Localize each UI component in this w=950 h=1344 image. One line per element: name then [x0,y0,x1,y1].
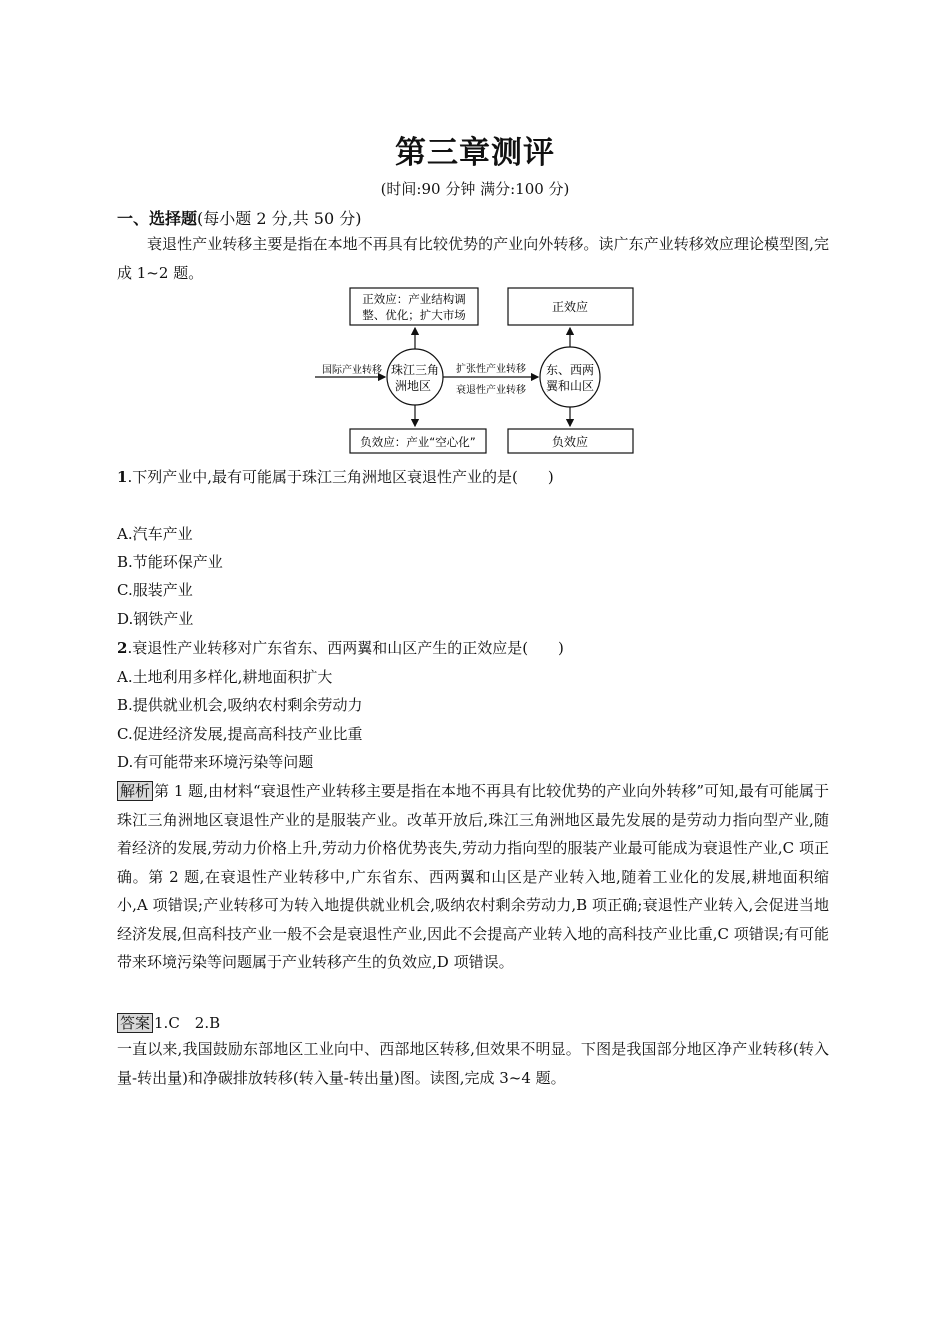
circle-right-line2: 翼和山区 [545,379,595,393]
box-negative-right-label: 负效应 [551,435,589,449]
analysis-paragraph [117,777,829,977]
question-1 [117,467,554,487]
question-2 [117,638,564,658]
q2-option-d: D.有可能带来环境污染等问题 [117,753,314,771]
section-title: 一、选择题 [117,209,198,228]
box-positive-right-label: 正效应 [551,300,589,314]
q1-stem: .下列产业中,最有可能属于珠江三角洲地区衰退性产业的是( ) [127,468,554,486]
box-positive-left-line2: 整、优化；扩大市场 [362,308,466,322]
arrow-international-label: 国际产业转移 [322,365,382,376]
q1-option-a: A.汽车产业 [117,525,193,543]
intro-paragraph-2: 一直以来,我国鼓励东部地区工业向中、西部地区转移,但效果不明显。下图是我国部分地区净产业转移(转入量-转出量)和净碳排放转移(转入量-转出量)图。读图,完成 3~4 题。 [117,1040,829,1087]
circle-east-west-mountain [540,347,600,407]
circle-left-line1: 珠江三角 [390,363,440,377]
section-note: (每小题 2 分,共 50 分) [197,209,362,228]
q2-option-b: B.提供就业机会,吸纳农村剩余劳动力 [117,696,363,714]
box-negative-left-label: 负效应：产业“空心化” [360,435,476,449]
circle-pearl-river-delta [387,349,443,405]
answer-line [117,1013,220,1033]
box-positive-left-line1: 正效应：产业结构调 [362,292,466,306]
q1-option-c: C.服装产业 [117,581,193,599]
arrow-decline-label: 衰退性产业转移 [456,385,526,396]
intro-paragraph-1: 衰退性产业转移主要是指在本地不再具有比较优势的产业向外转移。读广东产业转移效应理论模型图,完成 1~2 题。 [117,235,829,282]
q2-option-c: C.促进经济发展,提高高科技产业比重 [117,725,363,743]
circle-left-line2: 洲地区 [394,379,432,393]
q1-option-d: D.钢铁产业 [117,610,194,628]
exam-info: (时间:90 分钟 满分:100 分) [380,180,570,198]
analysis-text: 第 1 题,由材料“衰退性产业转移主要是指在本地不再具有比较优势的产业向外转移”可知,最有可能属于珠江三角洲地区衰退性产业的是服装产业。改革开放后,珠江三角洲地区最先发展的是劳动力指向型产业,随着经济的发展,劳动力价格上升,劳动力价格优势丧失,劳动力指向型的服装产业最可能成为衰退性产业,C 项正确。第 2 题,在衰退性产业转移中,广东省东、西两翼和山区是产业转入地,随着工业化的发展,耕地面积缩小,A 项错误;产业转移可为转入地提供就业机会,吸纳农村剩余劳动力,B 项正确;衰退性产业转入,会促进当地经济发展,但高科技产业一般不会是衰退性产业,因此不会提高产业转入地的高科技产业比重,C 项错误;有可能带来环境污染等问题属于产业转移产生的负效应,D 项错误。 [117,782,829,971]
page-title: 第三章测评 [395,135,555,171]
q2-stem: .衰退性产业转移对广东省东、西两翼和山区产生的正效应是( ) [127,639,564,657]
q1-number: 1 [117,468,128,486]
q1-option-b: B.节能环保产业 [117,553,223,571]
section-heading [117,206,361,229]
answer-label: 答案 [117,1013,153,1033]
arrow-expansion-label: 扩张性产业转移 [456,364,526,375]
answer-text: 1.C 2.B [154,1014,221,1032]
circle-right-line1: 东、西两 [545,363,595,377]
industry-transfer-diagram [300,283,650,458]
analysis-label: 解析 [117,781,153,801]
q2-number: 2 [117,639,128,657]
q2-option-a: A.土地利用多样化,耕地面积扩大 [117,668,333,686]
